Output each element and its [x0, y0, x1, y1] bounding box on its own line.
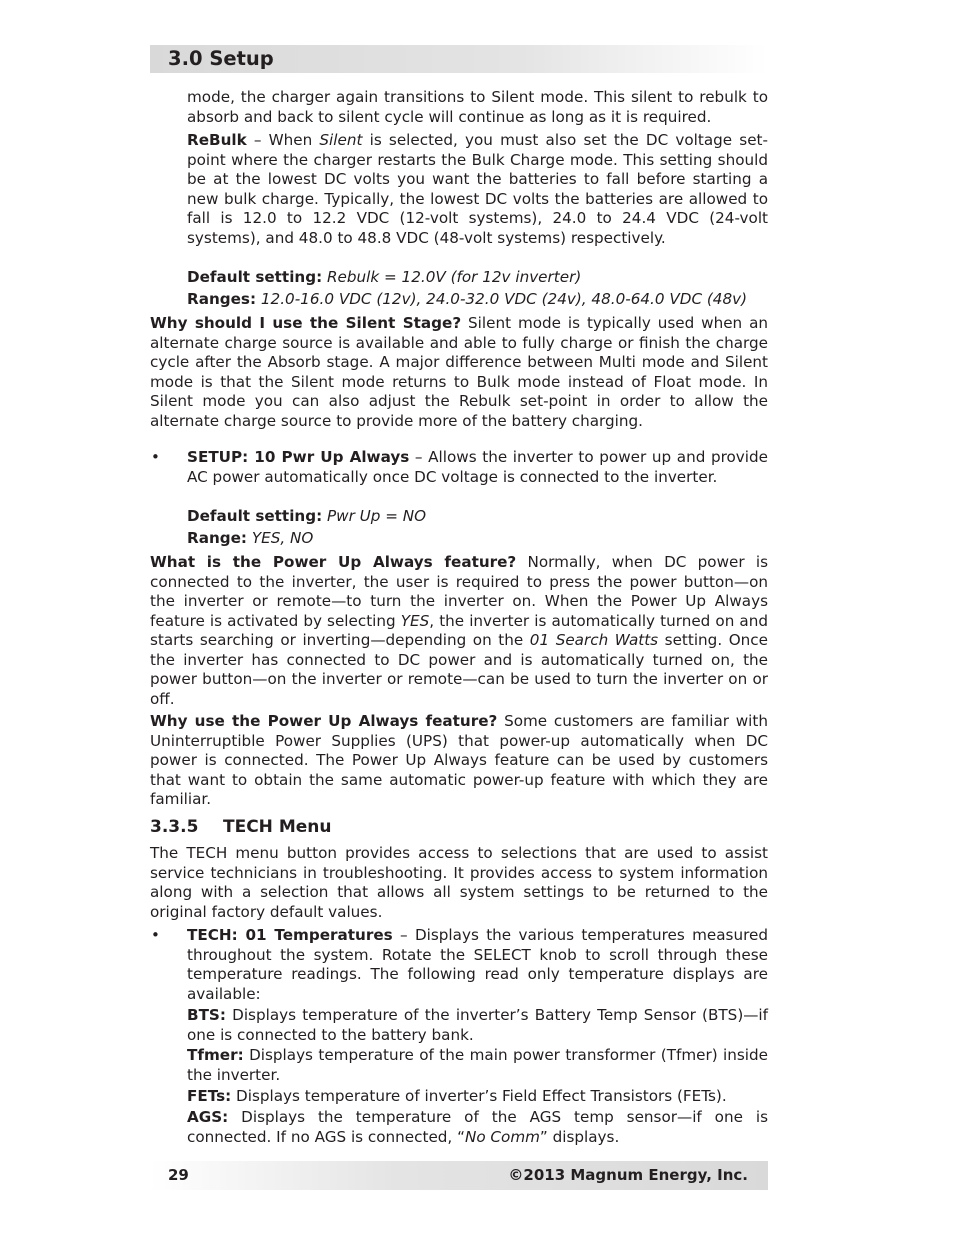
rebulk-default-setting: [187, 268, 768, 288]
tfmer-description: [187, 1046, 768, 1085]
question: Why should I use the Silent Stage?: [150, 314, 462, 332]
tech-intro-paragraph: [150, 844, 768, 922]
text: , the inverter is automatically turned on and starts searching or inverting—depending on the: [150, 611, 768, 649]
section-number: 3.3.5: [150, 817, 199, 837]
range-label: Range:: [187, 529, 248, 547]
emphasis: Silent: [319, 131, 363, 149]
page-number: 29: [168, 1166, 189, 1184]
text: Displays temperature of inverter’s Field Effect Transistors (FETs).: [231, 1087, 727, 1105]
why-power-up-always-paragraph: [150, 712, 768, 810]
range-value: YES, NO: [247, 529, 314, 547]
text: – Displays the various temperatures measured throughout the system. Rotate the SELECT knob to scroll through these temperature readings. The following read only temperature displays are available:: [187, 926, 768, 1003]
why-silent-paragraph: [150, 314, 768, 431]
text: Normally, when DC power is connected to the inverter, the user is required to press the power button—on the inverter or remote—to turn the inverter on. When the Power Up Always feature is activated by selecting: [150, 553, 769, 630]
text: Displays temperature of the inverter’s Battery Temp Sensor (BTS)—if one is connected to the battery bank.: [187, 1006, 768, 1044]
paragraph-text: mode, the charger again transitions to Silent mode. This silent to rebulk to absorb and back to silent cycle will continue as long as it is required.: [187, 88, 768, 126]
ags-description: [187, 1108, 768, 1147]
fets-label: FETs:: [187, 1087, 232, 1105]
tech01-label: TECH: 01 Temperatures: [187, 926, 393, 944]
text: is selected, you must also set the DC voltage set-point where the charger restarts the Bulk Charge mode. This setting should be at the lowest DC volts you want the batteries to fall before starting a new bulk charge. Typically, the lowest DC volts the batteries are allowed to fall is 12.0 to 12.2 VDC (12-volt systems), 24.0 to 24.4 VDC (24-volt systems), and 48.0 to 48.8 VDC (48-volt systems) respectively.: [187, 131, 768, 247]
default-label: Default setting:: [187, 507, 323, 525]
emphasis: YES: [400, 611, 430, 630]
rebulk-ranges: [187, 290, 768, 310]
page-header-title: 3.0 Setup: [168, 47, 274, 70]
answer: Silent mode is typically used when an alternate charge source is available and able to fully charge or finish the charge cycle after the Absorb stage. A major difference between Multi mode and Silent mode is that the Silent mode returns to Bulk mode instead of Float mode. In Silent mode you can also adjust the Rebulk set-point in order to allow the alternate charge source to provide more of the battery charging.: [150, 314, 769, 430]
ranges-label: Ranges:: [187, 290, 257, 308]
paragraph-text: The TECH menu button provides access to selections that are used to assist service technicians in troubleshooting. It provides access to system information along with a selection that allows all system settings to be returned to the original factory default values.: [150, 844, 768, 921]
default-value: Rebulk = 12.0V (for 12v inverter): [322, 268, 582, 286]
tech01-description: [187, 926, 768, 1004]
question: What is the Power Up Always feature?: [150, 553, 517, 571]
bts-label: BTS:: [187, 1006, 226, 1024]
ranges-value: 12.0-16.0 VDC (12v), 24.0-32.0 VDC (24v), 48.0-64.0 VDC (48v): [256, 290, 748, 308]
default-value: Pwr Up = NO: [322, 507, 427, 525]
what-power-up-always-paragraph: [150, 553, 768, 709]
text: Displays temperature of the main power transformer (Tfmer) inside the inverter.: [187, 1046, 768, 1084]
setup10-label: SETUP: 10 Pwr Up Always: [187, 448, 410, 466]
bullet-icon: •: [151, 448, 160, 466]
section-heading: [150, 817, 331, 837]
rebulk-label: ReBulk: [187, 131, 247, 149]
text: – Allows the inverter to power up and provide AC power automatically once DC voltage is connected to the inverter.: [187, 448, 769, 486]
text: – When: [246, 131, 320, 149]
text: setting. Once the inverter has connected to DC power and is automatically turned on, the power button—on the inverter or remote—can be used to turn the inverter on or off.: [150, 631, 768, 708]
paragraph-silent-continued: [187, 88, 768, 127]
emphasis: 01 Search Watts: [529, 631, 659, 649]
text: Displays the temperature of the AGS temp sensor—if one is connected. If no AGS is connected, “: [187, 1108, 768, 1146]
bts-description: [187, 1006, 768, 1045]
tfmer-label: Tfmer:: [187, 1046, 244, 1064]
answer: Some customers are familiar with Uninterruptible Power Supplies (UPS) that power-up automatically when DC power is connected. The Power Up Always feature can be used by customers that want to obtain the same automatic power-up feature with which they are familiar.: [150, 712, 768, 808]
copyright-text: ©2013 Magnum Energy, Inc.: [508, 1166, 748, 1184]
setup10-description: [187, 448, 768, 487]
ags-label: AGS:: [187, 1108, 229, 1126]
question: Why use the Power Up Always feature?: [150, 712, 498, 730]
text: ” displays.: [539, 1127, 620, 1146]
bullet-icon: •: [151, 926, 160, 944]
fets-description: [187, 1087, 768, 1107]
rebulk-description: [187, 131, 768, 248]
setup10-default-setting: [187, 507, 768, 527]
section-title: TECH Menu: [223, 817, 332, 837]
default-label: Default setting:: [187, 268, 323, 286]
emphasis: No Comm: [464, 1127, 540, 1146]
setup10-range: [187, 529, 768, 549]
